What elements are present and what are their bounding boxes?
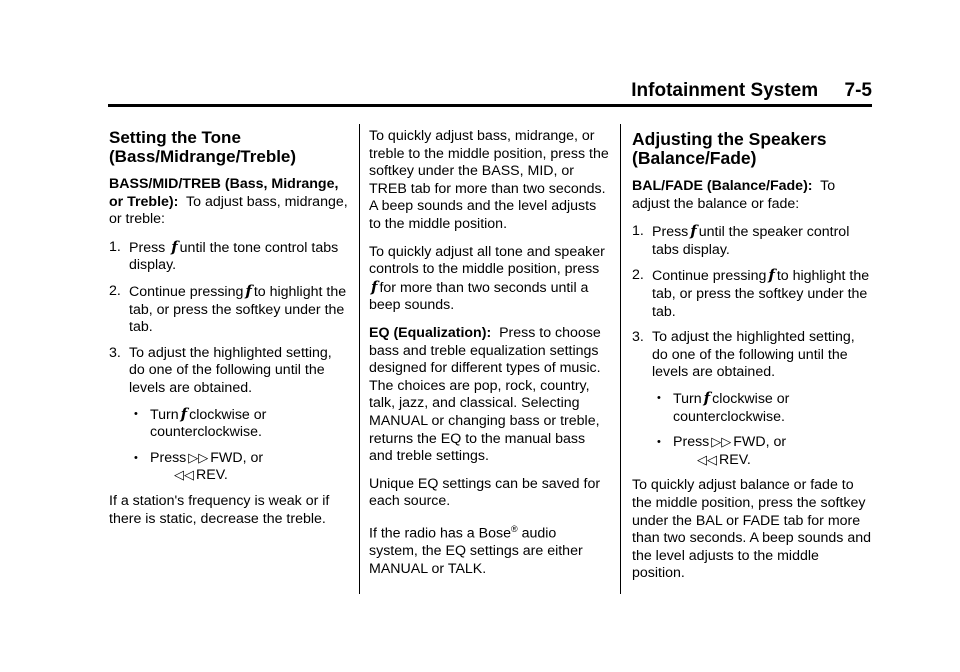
tune-knob-icon: f (171, 237, 178, 256)
speakers-step-3: 3. To adjust the highlighted setting, do one of the following until the levels are obtained. (632, 329, 855, 381)
tone-bullet-1: • Turn f clockwise or counterclockwise. (134, 404, 267, 441)
tune-knob-icon: f (703, 388, 711, 407)
term-bass-mid-treb: BASS/MID/TREB (Bass, Midrange, or Treble): (109, 176, 339, 210)
tone-step-2: 2. Continue pressing f to highlight the tab, or press the softkey under the tab. (109, 281, 347, 336)
tone-step-3: 3. To adjust the highlighted setting, do one of the following until the levels are obtained. (109, 344, 332, 396)
column-speakers (632, 128, 872, 593)
page-header (108, 80, 872, 102)
speakers-step-2: 2. Continue pressing f to highlight the tab, or press the softkey under the tab. (632, 266, 870, 320)
seek-forward-icon: ▷▷ (188, 450, 209, 466)
bose-note: If the radio has a Bose® audio system, the EQ settings are either MANUAL or TALK. (369, 523, 583, 577)
term-bal-fade: BAL/FADE (Balance/Fade): (632, 178, 813, 194)
balance-middle-position-tip: To quickly adjust balance or fade to the middle position, press the softkey under the BAL or FADE tab for more than two seconds. A beep sounds and the level adjusts to the middle position. (632, 477, 872, 582)
speakers-bullet-1: • Turn f clockwise or counterclockwise. (657, 388, 790, 425)
column-divider-1 (359, 124, 360, 594)
column-tone (109, 128, 349, 538)
tone-step-1: 1. Press f until the tone control tabs display. (109, 237, 339, 274)
all-controls-middle-tip: To quickly adjust all tone and speaker controls to the middle position, pressf for more than two seconds until a beep sounds. (369, 243, 605, 314)
tune-knob-icon: f (371, 277, 378, 296)
eq-save-note: Unique EQ settings can be saved for each source. (369, 475, 601, 510)
tune-knob-icon: f (245, 281, 252, 300)
tone-middle-position-tip: To quickly adjust bass, midrange, or treble to the middle position, press the softkey under the BASS, MID, or TREB tab for more than two seconds. A beep sounds and the level adjusts to the middle position. (369, 128, 609, 232)
page-title: Infotainment System 7-5 (631, 80, 872, 101)
seek-reverse-icon: ◁◁ (697, 452, 717, 468)
tune-knob-icon: f (768, 266, 775, 285)
tone-bullet-2: • Press ▷▷ FWD, or ◁◁ REV. (134, 449, 264, 484)
section-title-speakers: Adjusting the Speakers (Balance/Fade) (632, 129, 827, 168)
seek-forward-icon: ▷▷ (711, 435, 732, 451)
speakers-step-1: 1. Press f until the speaker control tabs display. (632, 222, 850, 258)
tone-weak-station-tip: If a station's frequency is weak or if there is static, decrease the treble. (109, 492, 330, 527)
column-eq (369, 128, 609, 588)
tune-knob-icon: f (180, 404, 188, 423)
speakers-bullet-2: • Press ▷▷ FWD, or ◁◁ REV. (657, 434, 787, 468)
header-rule (108, 104, 872, 107)
seek-reverse-icon: ◁◁ (174, 468, 194, 484)
term-eq: EQ (Equalization): (369, 324, 492, 341)
tune-knob-icon: f (690, 222, 697, 241)
section-title-tone: Setting the Tone (Bass/Midrange/Treble) (109, 128, 297, 166)
tone-intro: BASS/MID/TREB (Bass, Midrange, or Treble): To adjust bass, midrange, or treble: (109, 176, 348, 228)
column-divider-2 (620, 124, 621, 594)
speakers-intro: BAL/FADE (Balance/Fade): To adjust the balance or fade: (632, 178, 836, 212)
eq-description: EQ (Equalization): Press to choose bass and treble equalization settings designed for different types of music. The choices are pop, rock, country, talk, jazz, and classical. Selecting MANUAL or changing bass or treble, returns the EQ to the manual bass and treble settings. (369, 324, 601, 465)
